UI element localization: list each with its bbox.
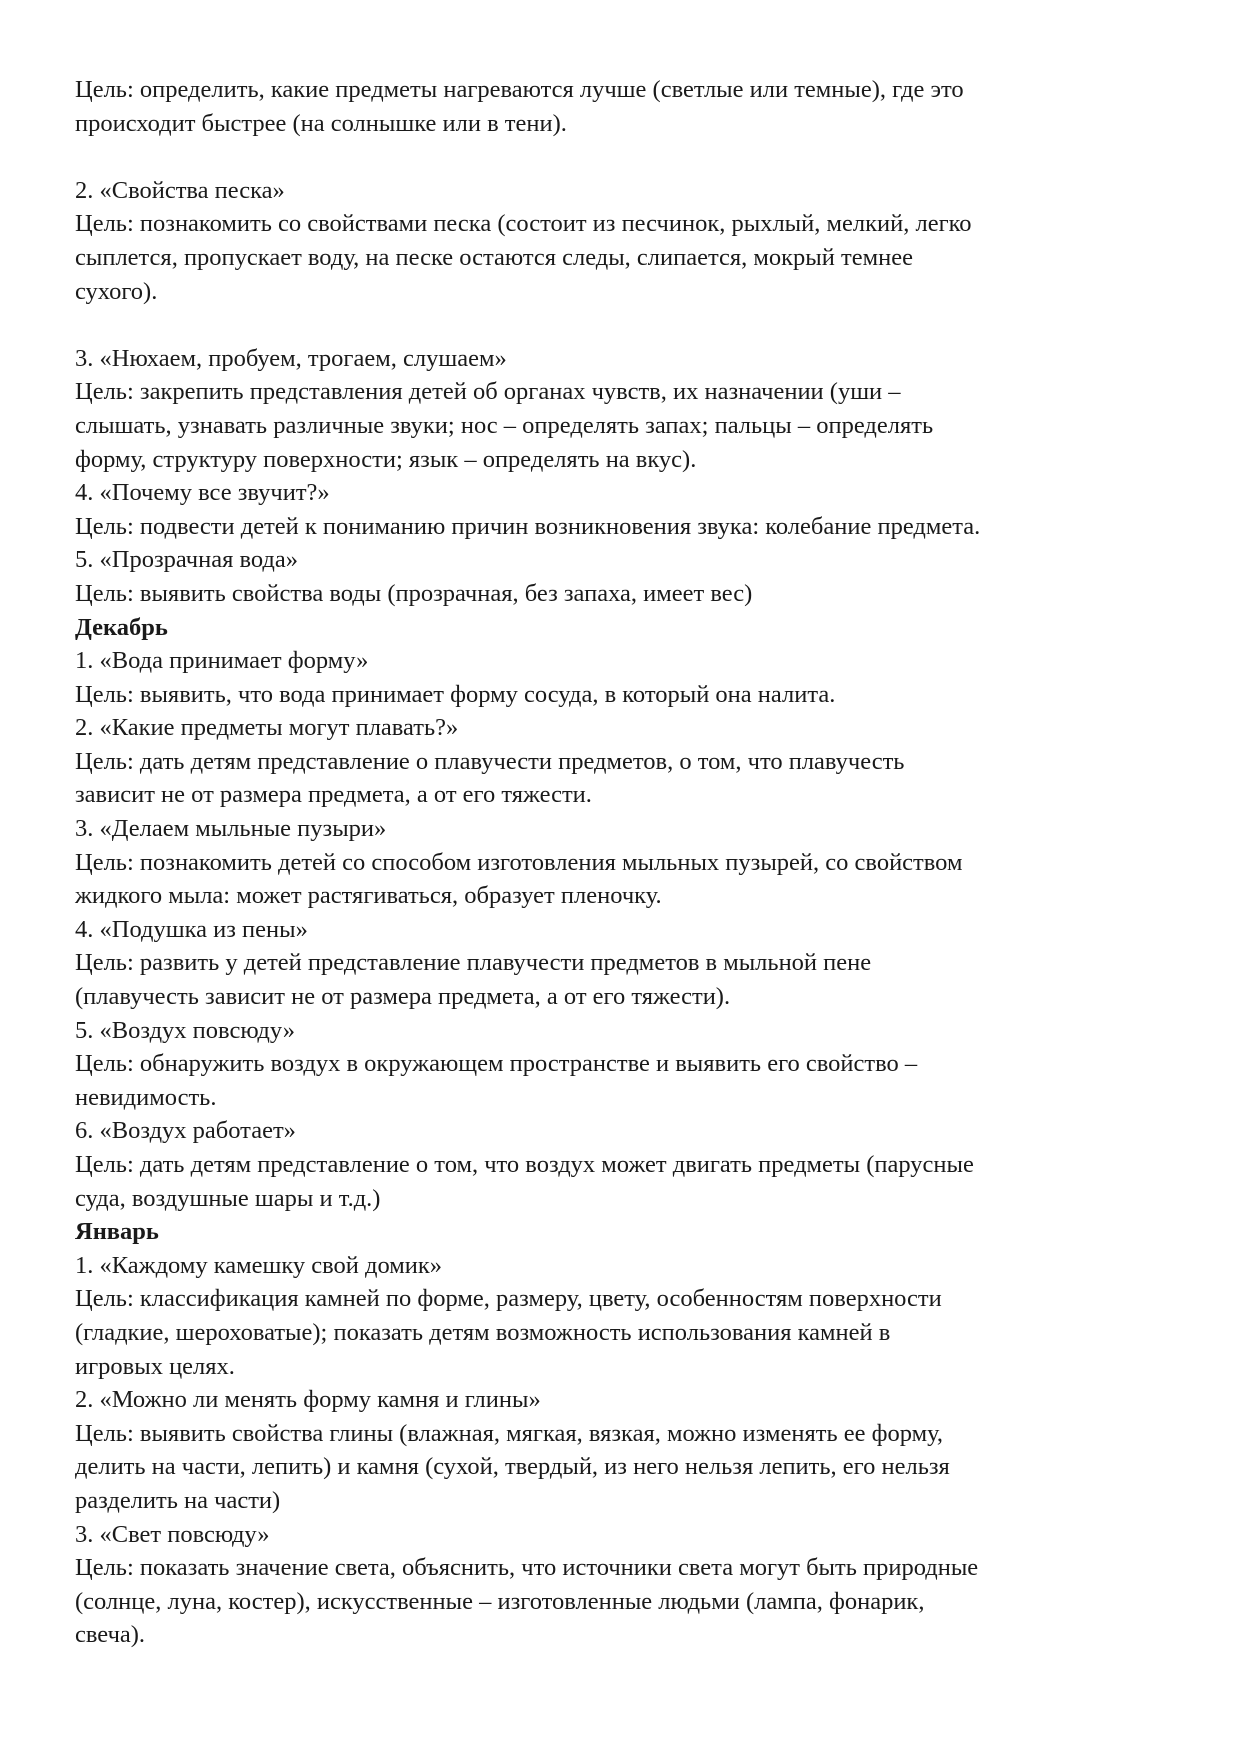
text-line: Цель: показать значение света, объяснить, что источники света могут быть природные: [75, 1554, 979, 1582]
text-line: форму, структуру поверхности; язык – определять на вкус).: [75, 445, 697, 473]
text-line: суда, воздушные шары и т.д.): [75, 1184, 381, 1212]
text-line: свеча).: [75, 1621, 146, 1649]
month-heading: Январь: [75, 1218, 159, 1246]
text-line: Цель: подвести детей к пониманию причин возникновения звука: колебание предмета.: [75, 512, 981, 540]
text-line: 2. «Можно ли менять форму камня и глины»: [75, 1386, 541, 1414]
document-page: [75, 73, 1175, 1652]
text-line: 2. «Свойства песка»: [75, 176, 285, 204]
text-line: 5. «Воздух повсюду»: [75, 1016, 295, 1044]
text-line: 2. «Какие предметы могут плавать?»: [75, 714, 459, 742]
blank-line: [75, 308, 1175, 342]
text-line: Цель: выявить свойства глины (влажная, мягкая, вязкая, можно изменять ее форму,: [75, 1419, 944, 1447]
text-line: Цель: дать детям представление о плавучести предметов, о том, что плавучесть: [75, 747, 905, 775]
text-line: 1. «Каждому камешку свой домик»: [75, 1251, 443, 1279]
text-line: (гладкие, шероховатые); показать детям возможность использования камней в: [75, 1318, 891, 1346]
text-line: 3. «Свет повсюду»: [75, 1520, 270, 1548]
text-line: 5. «Прозрачная вода»: [75, 546, 299, 574]
text-line: Цель: классификация камней по форме, размеру, цвету, особенностям поверхности: [75, 1285, 942, 1313]
text-line: (плавучесть зависит не от размера предмета, а от его тяжести).: [75, 983, 731, 1011]
text-line: делить на части, лепить) и камня (сухой, твердый, из него нельзя лепить, его нельзя: [75, 1453, 950, 1481]
text-line: 3. «Делаем мыльные пузыри»: [75, 815, 387, 843]
text-line: разделить на части): [75, 1486, 281, 1514]
text-line: Цель: выявить свойства воды (прозрачная, без запаха, имеет вес): [75, 579, 753, 607]
text-line: Цель: познакомить детей со способом изготовления мыльных пузырей, со свойством: [75, 848, 963, 876]
text-line: 6. «Воздух работает»: [75, 1117, 296, 1145]
text-line: происходит быстрее (на солнышке или в тени).: [75, 109, 567, 137]
text-line: Цель: познакомить со свойствами песка (состоит из песчинок, рыхлый, мелкий, легко: [75, 210, 972, 238]
text-line: игровых целях.: [75, 1352, 235, 1380]
text-line: (солнце, луна, костер), искусственные – изготовленные людьми (лампа, фонарик,: [75, 1587, 925, 1615]
text-line: Цель: дать детям представление о том, что воздух может двигать предметы (парусные: [75, 1151, 974, 1178]
text-line: слышать, узнавать различные звуки; нос – определять запах; пальцы – определять: [75, 411, 934, 439]
text-line: Цель: определить, какие предметы нагреваются лучше (светлые или темные), где это: [75, 76, 964, 103]
text-line: невидимость.: [75, 1083, 217, 1111]
text-line: Цель: развить у детей представление плавучести предметов в мыльной пене: [75, 949, 872, 977]
text-line: 4. «Подушка из пены»: [75, 915, 308, 943]
blank-line: [75, 140, 1175, 174]
month-heading: Декабрь: [75, 613, 168, 641]
text-line: 3. «Нюхаем, пробуем, трогаем, слушаем»: [75, 344, 507, 372]
text-line: зависит не от размера предмета, а от его тяжести.: [75, 781, 592, 809]
text-line: 4. «Почему все звучит?»: [75, 479, 330, 507]
text-line: 1. «Вода принимает форму»: [75, 647, 369, 675]
text-line: Цель: выявить, что вода принимает форму сосуда, в который она налита.: [75, 680, 836, 708]
text-line: жидкого мыла: может растягиваться, образует пленочку.: [75, 882, 662, 910]
text-line: сухого).: [75, 277, 158, 305]
text-line: сыплется, пропускает воду, на песке остаются следы, слипается, мокрый темнее: [75, 243, 913, 271]
text-line: Цель: обнаружить воздух в окружающем пространстве и выявить его свойство –: [75, 1050, 918, 1078]
text-line: Цель: закрепить представления детей об органах чувств, их назначении (уши –: [75, 378, 901, 406]
